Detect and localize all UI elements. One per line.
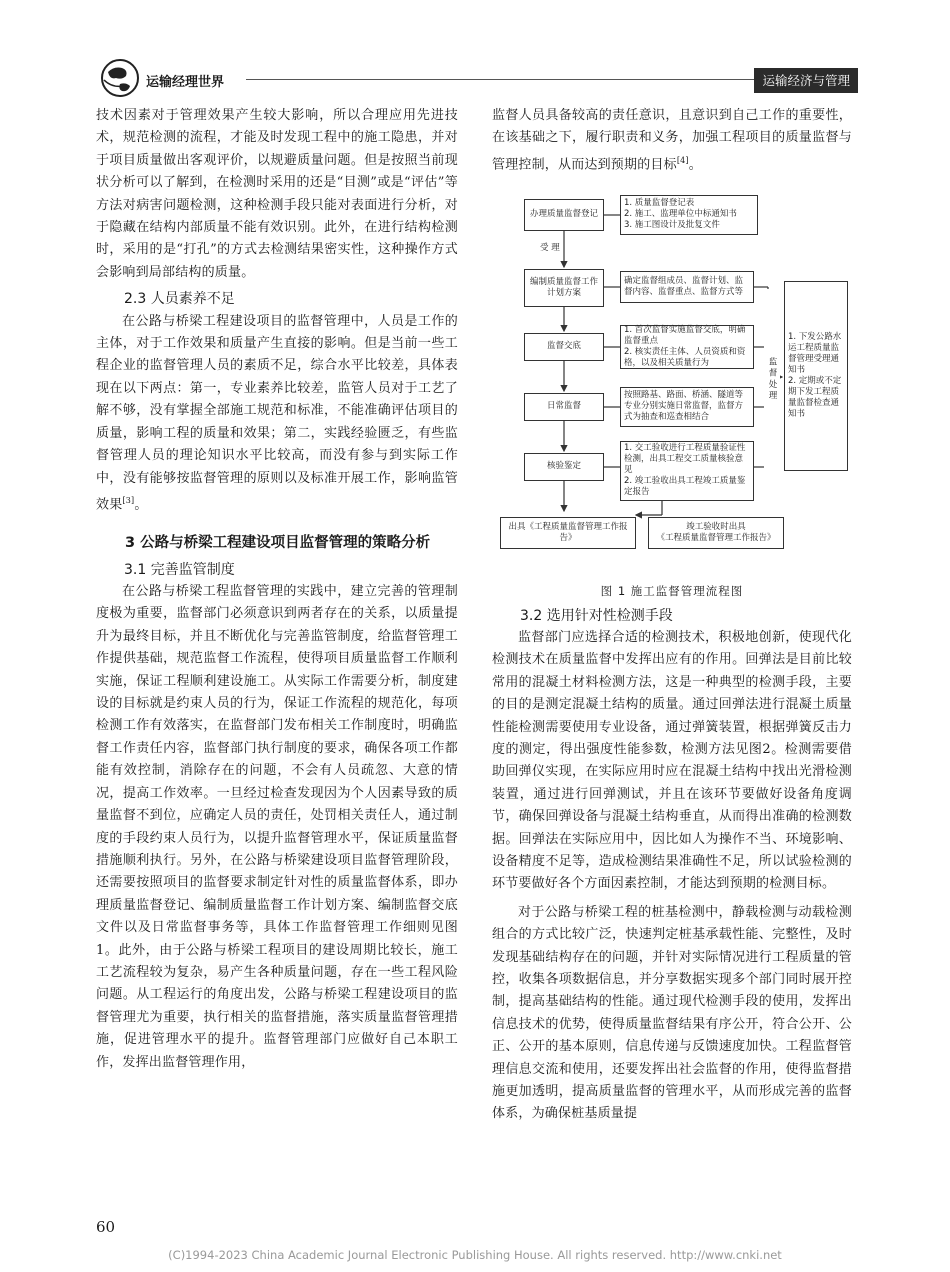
flow-note-supervise: 1. 下发公路水运工程质量监督管理受理通知书 2. 定期或不定期下发工程质量监督检查通知书 bbox=[784, 281, 848, 471]
paragraph-text: 在公路与桥梁工程建设项目的监督管理中，人员是工作的主体，对于工作效果和质量产生直接的影响。但是当前一些工程企业的监督管理人员的素质不足，综合水平比较差，具体表现在以下两点：第一，专业素养比较差，监管人员对于工艺了解不够，没有掌握全部施工规范和标准，不能准确评估项目的质量，影响工程的质量和效果；第二，实践经验匮乏，有些监督管理人员的理论知识水平比较高，而没有参与到实际工作中，没有能够按监督管理的原则以及标准开展工作，影响监管效果 bbox=[96, 313, 458, 513]
paragraph bbox=[492, 105, 852, 177]
left-column bbox=[96, 105, 458, 1074]
flow-accept-label: 受 理 bbox=[540, 242, 560, 253]
page-number: 60 bbox=[96, 1218, 116, 1236]
paragraph: 对于公路与桥梁工程的桩基检测中，静载检测与动载检测组合的方式比较广泛，快速判定桩基承载性能、完整性，及时发现基础结构存在的问题，并针对实际情况进行工程质量的管控，收集各项数据信息，并分享数据实现多个部门同时展开控制，提高基础结构的性能。通过现代检测手段的使用，发挥出信息技术的优势，使得质量监督结果有序公开，符合公开、公正、公开的基本原则，信息传递与反馈速度加快。工程监督管理信息交流和使用，还要发挥出社会监督的作用，使得监督措施更加透明，提高质量监督的管理水平，从而形成完善的监督体系，为确保桩基质量提 bbox=[492, 904, 852, 1122]
flow-supervise-label: 监 督 处 理 bbox=[764, 289, 780, 469]
right-column bbox=[492, 105, 852, 1126]
paragraph bbox=[96, 311, 458, 517]
section-heading-3: 3 公路与桥梁工程建设项目监督管理的策略分析 bbox=[125, 534, 431, 551]
flow-note-register: 1. 质量监督登记表 2. 施工、监理单位中标通知书 3. 施工图设计及批复文件 bbox=[620, 195, 758, 235]
flow-note-plan: 确定监督组成员、监督计划、监督内容、监督重点、监督方式等 bbox=[620, 271, 754, 303]
paragraph: 在公路与桥梁工程监督管理的实践中，建立完善的管理制度极为重要，监督部门必须意识到两者存在的关系，以质量提升为最终目标，并且不断优化与完善监管制度，给监督管理工作提供基础，规范监督工作流程，使得项目质量监督工作顺利实施，保证工程顺利建设施工。从实际工作需要分析，制度建设的目标就是约束人员的行为，保证工作流程的规范化，每项检测工作有效落实，在监督部门发布相关工作制度时，明确监督工作责任内容，监督部门执行制度的要求，确保各项工作都能有效控制，消除存在的问题，不会有人员疏忽、大意的情况，提高工作效率。一旦经过检查发现因为个人因素导致的质量监督不到位，应确定人员的责任，处罚相关责任人，通过制度的手段约束人员行为，以提升监督管理水平，保证质量监督措施顺利执行。另外，在公路与桥梁建设项目监督管理阶段，还需要按照项目的监督要求制定针对性的质量监督体系，即办理质量监督登记、编制质量监督工作计划方案、编制监督交底文件以及日常监督事务等，具体工作监督管理工作细则见图1。此外，由于公路与桥梁工程项目的建设周期比较长，施工工艺流程较为复杂，易产生各种质量问题，存在一些工程风险问题。从工程运行的角度出发，公路与桥梁工程建设项目的监督管理尤为重要，执行相关的监督措施，落实质量监督管理措施，促进管理水平的提升。监督管理部门应做好自己本职工作，发挥出监督管理作用， bbox=[96, 584, 458, 1070]
paragraph-text: 监督人员具备较高的责任意识，且意识到自己工作的重要性，在该基础之下，履行职责和义务，加强工程项目的质量监督与管理控制，从而达到预期的目标 bbox=[492, 108, 852, 173]
flow-step-register: 办理质量监督登记 bbox=[524, 199, 604, 231]
section-heading-2-3: 2.3 人员素养不足 bbox=[124, 291, 235, 308]
flow-note-briefing: 1. 首次监督实施监督交底，明确监督重点 2. 核实责任主体、人员资质和资格，以及相关质量行为 bbox=[620, 325, 754, 369]
citation-ref: [4] bbox=[676, 155, 689, 165]
flow-step-briefing: 监督交底 bbox=[524, 333, 604, 361]
flow-step-verify: 核验鉴定 bbox=[524, 453, 604, 481]
section-tag: 运输经济与管理 bbox=[754, 68, 858, 93]
section-heading-3-2: 3.2 选用针对性检测手段 bbox=[520, 607, 673, 624]
figure-1-flowchart bbox=[492, 189, 852, 579]
section-heading-3-1: 3.1 完善监管制度 bbox=[124, 561, 235, 578]
copyright-footer: (C)1994-2023 China Academic Journal Electronic Publishing House. All rights reserved. http://www.cnki.net bbox=[168, 1248, 782, 1262]
paragraph-end: 。 bbox=[688, 157, 702, 173]
paragraph: 监督部门应选择合适的检测技术，积极地创新，使现代化检测技术在质量监督中发挥出应有的作用。回弹法是目前比较常用的混凝土材料检测方法，这是一种典型的检测手段，主要的目的是测定混凝土结构的质量。通过回弹法进行混凝土质量性能检测需要使用专业设备，通过弹簧装置，根据弹簧反击力度的测定，得出强度性能参数，检测方法见图2。检测需要借助回弹仪实现，在实际应用时应在混凝土结构中找出光滑检测装置，通过进行回弹测试，并且在该环节要做好设备角度调节，确保回弹设备与混凝土结构垂直，从而得出准确的检测数据。回弹法在实际应用中，因比如人为操作不当、环境影响、设备精度不足等，造成检测结果准确性不足，所以试验检测的环节要做好各个方面因素控制，才能达到预期的检测目标。 bbox=[492, 629, 852, 892]
citation-ref: [3] bbox=[122, 495, 135, 505]
journal-name: 运输经理世界 bbox=[146, 75, 225, 90]
paragraph: 技术因素对于管理效果产生较大影响，所以合理应用先进技术，规范检测的流程，才能及时发现工程中的施工隐患，并对于项目质量做出客观评价，以规避质量问题。但是按照当前现状分析可以了解到，在检测时采用的还是“目测”或是“评估”等方法对病害问题检测，这种检测手段只能对表面进行分析，对于隐藏在结构内部质量不能有效识别。此外，在进行结构检测时，采用的是“打孔”的方式去检测结果密实性，这种操作方式会影响到局部结构的质量。 bbox=[96, 108, 458, 280]
flow-step-plan: 编制质量监督工作计划方案 bbox=[524, 269, 604, 307]
figure-caption: 图 1 施工监督管理流程图 bbox=[600, 583, 744, 598]
page-header bbox=[96, 58, 858, 98]
flow-note-verify: 1. 交工验收进行工程质量验证性检测，出具工程交工质量核验意见 2. 竣工验收出具工程竣工质量鉴定报告 bbox=[620, 441, 754, 501]
flow-output-report: 出具《工程质量监督管理工作报告》 bbox=[500, 517, 636, 549]
journal-logo-icon bbox=[100, 58, 140, 98]
flow-output-completion: 竣工验收时出具 《工程质量监督管理工作报告》 bbox=[648, 517, 784, 549]
flow-step-daily: 日常监督 bbox=[524, 393, 604, 421]
paragraph-end: 。 bbox=[134, 497, 148, 513]
flow-note-daily: 按照路基、路面、桥涵、隧道等专业分别实施日常监督，监督方式为抽查和巡查相结合 bbox=[620, 387, 754, 427]
